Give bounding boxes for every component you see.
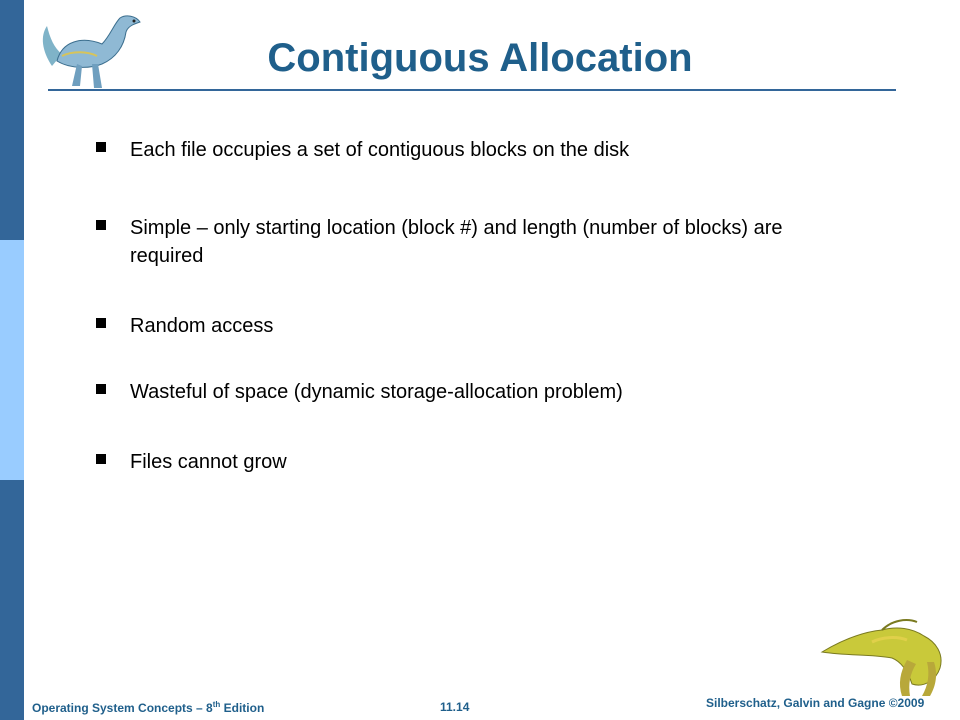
footer-page-number: 11.14: [440, 700, 470, 714]
dinosaur-icon: [32, 6, 150, 92]
bullet-text: Wasteful of space (dynamic storage-allocation problem): [130, 381, 623, 403]
footer-book-title: [32, 700, 264, 715]
bullet-square-icon: [96, 142, 106, 152]
bullet-square-icon: [96, 318, 106, 328]
footer-copyright: Silberschatz, Galvin and Gagne ©2009: [706, 696, 925, 710]
footer-book-title-suffix: Edition: [220, 701, 265, 715]
footer-book-title-prefix: Operating System Concepts – 8: [32, 701, 213, 715]
sidebar-segment-light: [0, 240, 24, 480]
bullet-text: Simple – only starting location (block #) and length (number of blocks) are required: [130, 217, 783, 267]
sidebar-segment-dark-top: [0, 0, 24, 240]
bullet-square-icon: [96, 454, 106, 464]
bullet-square-icon: [96, 384, 106, 394]
dinosaur-icon: [812, 612, 952, 700]
left-sidebar-strip: [0, 0, 24, 720]
bullet-square-icon: [96, 220, 106, 230]
sidebar-segment-dark-bottom: [0, 480, 24, 720]
footer-book-title-sup: th: [212, 700, 221, 709]
bullet-text: Files cannot grow: [130, 451, 287, 473]
slide-title: Contiguous Allocation: [267, 36, 693, 80]
bullet-text: Each file occupies a set of contiguous blocks on the disk: [130, 139, 630, 161]
title-divider: [48, 89, 896, 91]
bullet-text: Random access: [130, 315, 274, 337]
